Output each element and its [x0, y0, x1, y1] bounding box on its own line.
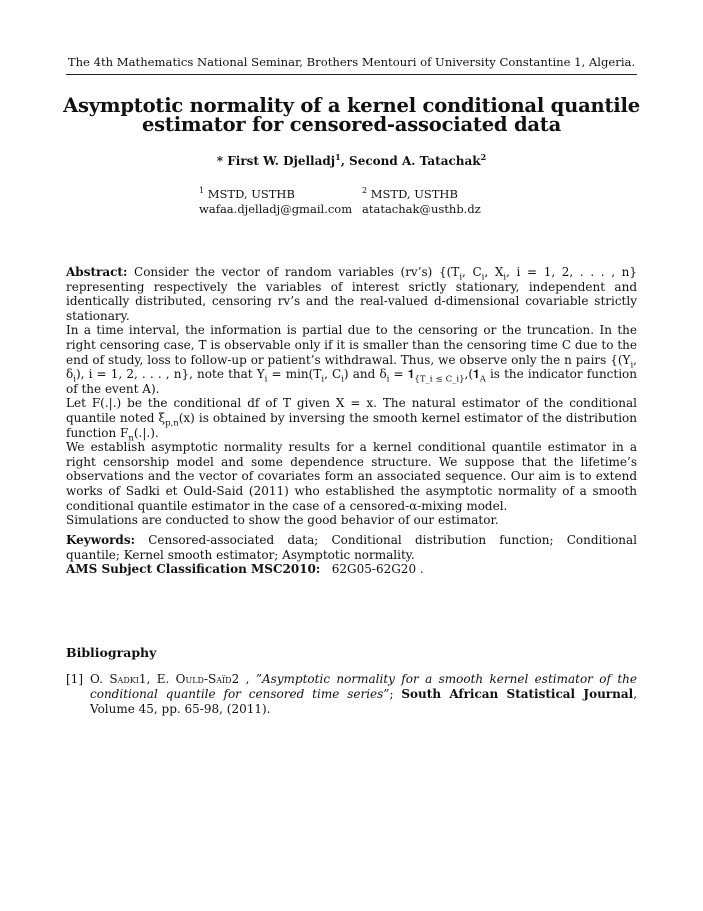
affiliation-1-mark: 1 — [199, 186, 205, 196]
affiliation-2-mark: 2 — [362, 186, 368, 196]
bib-entry-details: , Volume 45, pp. 65-98, (2011). — [90, 687, 638, 716]
abstract-paragraph-2: In a time interval, the information is partial due to the censoring or the truncation. In the right censoring case, T is observable only if it is smaller than the censoring time C due to the end of study, loss to follow-up or patient’s withdrawal. Thus, we observe only the n pairs {($Y_i$, $\delta_i$), i = 1, 2, . . . , n}, note that $Y_i = \min(T_i$, $C_i$) and $\delta_i$ = $𝟏_{\{T\_i \le C\_i\}},(𝟏_A$ is the indicator function of the event A). — [66, 323, 638, 396]
bib-entry-authors: O. Sadki1, E. Ould-Saïd2 , — [90, 672, 256, 686]
paper-title — [60, 96, 643, 134]
affiliation-2 — [362, 187, 481, 217]
ams-text: 62G05-62G20 . — [320, 562, 424, 577]
affiliation-1-email: wafaa.djelladj@gmail.com — [199, 202, 353, 216]
author-list — [60, 150, 643, 168]
abstract-paragraph-4: We establish asymptotic normality results for a kernel conditional quantile estimator in a right censorship model and some dependence structure. We suppose that the lifetime’s observations and the vector of covariates form an associated sequence. Our aim is to extend works of Sadki et Ould-Said (2011) who established the asymptotic normality of a smooth conditional quantile estimator in the case of a censored-α-mixing model. — [66, 440, 637, 513]
keywords-line — [66, 533, 637, 562]
abstract — [66, 265, 637, 528]
affiliation-1-institution: MSTD, USTHB — [207, 187, 295, 201]
affiliation-2-email: atatachak@usthb.dz — [362, 202, 481, 216]
author-2: , Second A. Tatachak — [340, 154, 481, 168]
author-1-mark: 1 — [335, 152, 341, 162]
title-line-1: Asymptotic normality of a kernel conditional quantile — [63, 94, 640, 117]
affiliation-1 — [199, 187, 352, 217]
ams-line — [66, 562, 637, 577]
keywords-label: Keywords: — [66, 533, 136, 547]
keywords-text: Censored-associated data; Conditional distribution function; Conditional quantile; Kernel smooth estimator; Asymptotic normality. — [66, 533, 637, 562]
keywords-block — [66, 533, 637, 577]
title-line-2: estimator for censored-associated data — [141, 113, 562, 136]
bibliography-heading: Bibliography — [66, 645, 157, 660]
author-1: * First W. Djelladj — [216, 154, 336, 168]
ams-label: AMS Subject Classification MSC2010: — [66, 562, 321, 577]
abstract-paragraph-5: Simulations are conducted to show the good behavior of our estimator. — [66, 513, 499, 528]
author-2-mark: 2 — [480, 152, 487, 162]
bib-entry-title: ”Asymptotic normality for a smooth kernel estimator of the conditional quantile for censored time series” — [90, 672, 637, 701]
header-rule — [66, 74, 637, 75]
abstract-paragraph-1: Abstract: Consider the vector of random variables (rv’s) {($T_i$, $C_i$, $X_i$, i = 1, 2, . . . , n} representing respectively the variables of interest srictly stationary, independent and identically distributed, censoring rv’s and the real-valued d-dimensional covariable strictly stationary. — [66, 265, 638, 323]
bib-entry-journal: South African Statistical Journal — [401, 687, 634, 701]
affiliation-2-institution: MSTD, USTHB — [370, 187, 458, 201]
abstract-label: Abstract: — [66, 265, 128, 279]
bibliography-entry: [1] O. Sadki1, E. Ould-Saïd2 , ”Asymptotic normality for a smooth kernel estimator of the conditional quantile for censored time series”; South African Statistical Journal, Volume 45, pp. 65-98, (2011). — [66, 672, 638, 716]
bib-entry-number: [1] — [66, 672, 83, 686]
abstract-paragraph-3: Let F(.|.) be the conditional df of T given X = x. The natural estimator of the conditional quantile noted $\xi_{p,n}(x)$ is obtained by inversing the smooth kernel estimator of the distribution function $F_n(.|.)$. — [66, 396, 637, 443]
conference-header: The 4th Mathematics National Seminar, Brothers Mentouri of University Constantine 1, Algeria. — [67, 55, 636, 69]
